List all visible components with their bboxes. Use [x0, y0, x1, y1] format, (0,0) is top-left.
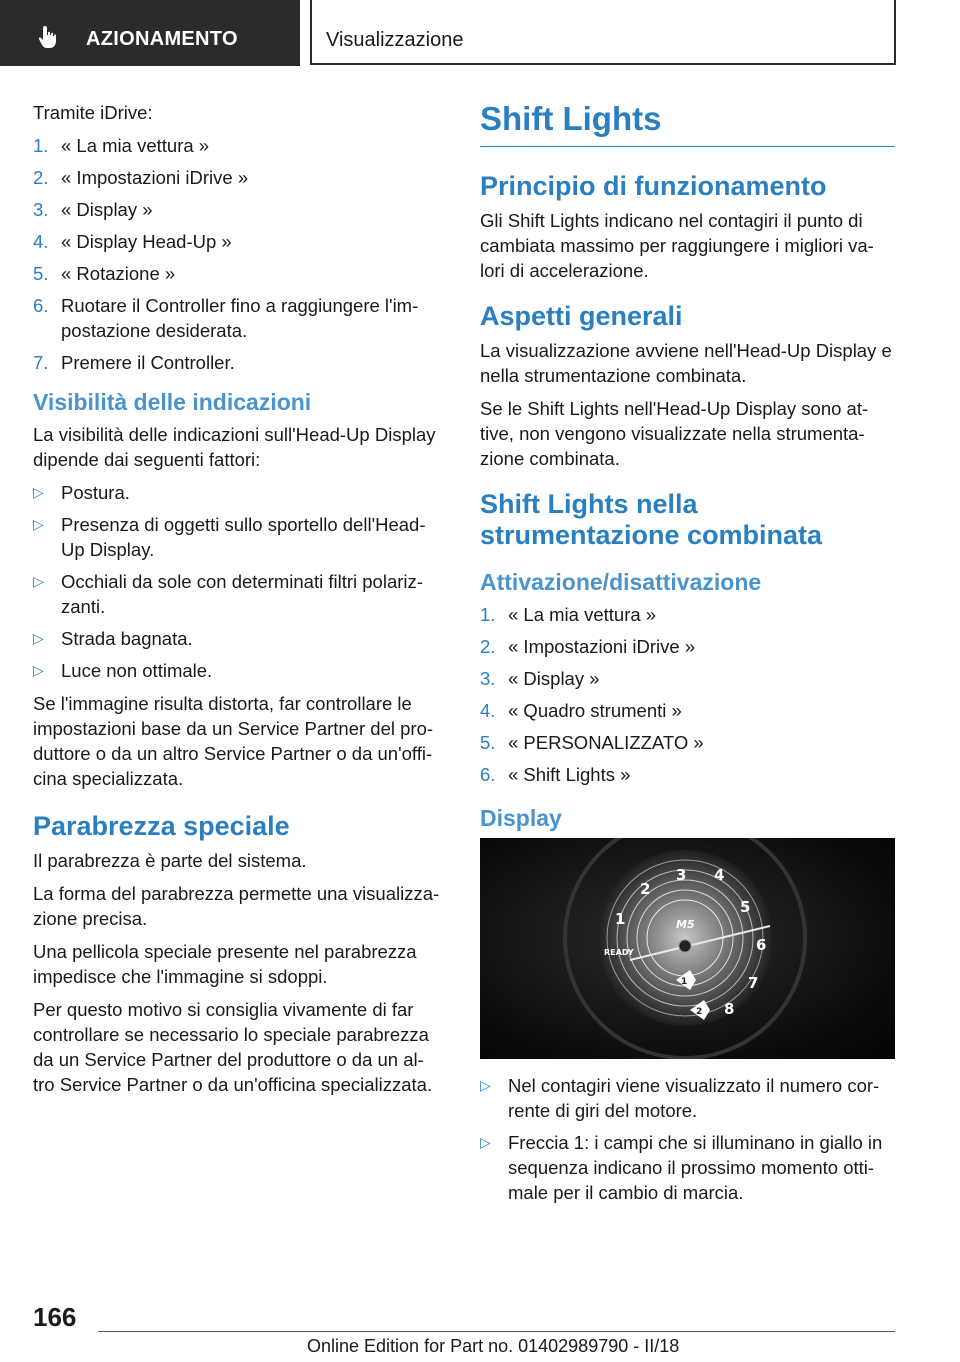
list-item: ▷ Strada bagnata. — [33, 628, 193, 649]
right-column — [480, 100, 895, 1213]
ready-label: READY — [604, 948, 634, 957]
chapter-title: Visualizzazione — [326, 29, 464, 51]
list-item: 3. « Display » — [480, 668, 600, 689]
list-item: 4. « Quadro strumenti » — [480, 700, 682, 721]
general-p2: Se le Shift Lights nell'Head-Up Display sono at-tive, non vengono visualizzate nella strumenta-zione combinata. — [480, 398, 869, 469]
m5-badge: M5 — [676, 918, 695, 931]
triangle-bullet-icon: ▷ — [480, 1077, 491, 1093]
windshield-p2: La forma del parabrezza permette una visualizza-zione precisa. — [33, 883, 440, 929]
triangle-bullet-icon: ▷ — [480, 1134, 491, 1150]
windshield-p1: Il parabrezza è parte del sistema. — [33, 850, 307, 871]
windshield-heading: Parabrezza speciale — [33, 811, 290, 841]
list-item: 5. « Rotazione » — [33, 263, 176, 284]
edition-footer: Online Edition for Part no. 01402989790 - II/18 — [307, 1336, 680, 1356]
list-item: ▷ Presenza di oggetti sullo sportello dell'Head-Up Display. — [33, 514, 426, 560]
list-item: 6. « Shift Lights » — [480, 764, 631, 785]
triangle-bullet-icon: ▷ — [33, 573, 44, 589]
visibility-text: La visibilità delle indicazioni sull'Head-Up Display dipende dai seguenti fattori: — [33, 424, 436, 470]
list-item: ▷ Occhiali da sole con determinati filtri polariz-zanti. — [33, 571, 423, 617]
gauge-number: 4 — [714, 866, 725, 884]
windshield-p4: Per questo motivo si consiglia vivamente di far controllare se necessario lo speciale parabrezza da un Service Partner del produttore o da un al-tro Service Partner o da un'officina specializzata. — [33, 999, 433, 1095]
visibility-heading: Visibilità delle indicazioni — [33, 389, 312, 415]
activation-steps — [480, 602, 895, 787]
list-item: 5. « PERSONALIZZATO » — [480, 732, 704, 753]
list-item: 2. « Impostazioni iDrive » — [33, 167, 249, 188]
list-item: 2. « Impostazioni iDrive » — [480, 636, 696, 657]
windshield-p3: Una pellicola speciale presente nel parabrezza impedisce che l'immagine si sdoppi. — [33, 941, 417, 987]
gauge-number: 1 — [615, 910, 626, 928]
page-number: 166 — [33, 1302, 77, 1332]
footer-divider — [98, 1331, 895, 1332]
section-title: AZIONAMENTO — [86, 28, 238, 50]
cluster-heading: Shift Lights nella strumentazione combinata — [480, 489, 823, 550]
page-header — [0, 0, 960, 66]
triangle-bullet-icon: ▷ — [33, 484, 44, 500]
principle-text: Gli Shift Lights indicano nel contagiri il punto di cambiata massimo per raggiungere i migliori va-lori di accelerazione. — [480, 210, 874, 281]
gauge-number: 6 — [756, 936, 767, 954]
list-item: 3. « Display » — [33, 199, 153, 220]
display-heading: Display — [480, 805, 562, 831]
general-heading: Aspetti generali — [480, 301, 683, 331]
general-p1: La visualizzazione avviene nell'Head-Up Display e nella strumentazione combinata. — [480, 340, 892, 386]
gauge-number: 2 — [640, 880, 651, 898]
list-item: ▷ Postura. — [33, 482, 130, 503]
list-item: 7. Premere il Controller. — [33, 352, 235, 373]
principle-heading: Principio di funzionamento — [480, 171, 827, 201]
list-item: ▷ Freccia 1: i campi che si illuminano in giallo in sequenza indicano il prossimo momento otti-male per il cambio di marcia. — [480, 1132, 883, 1203]
list-item: 4. « Display Head-Up » — [33, 231, 232, 252]
display-bullets — [480, 1073, 895, 1205]
gauge-number: 5 — [740, 898, 751, 916]
idrive-intro: Tramite iDrive: — [33, 102, 153, 123]
activation-heading: Attivazione/disattivazione — [480, 569, 762, 595]
triangle-bullet-icon: ▷ — [33, 516, 44, 532]
tachometer-image — [480, 838, 895, 1059]
list-item: 6. Ruotare il Controller fino a raggiungere l'im-postazione desiderata. — [33, 295, 419, 341]
svg-text:2: 2 — [696, 1007, 703, 1017]
section-tab — [0, 0, 300, 66]
list-item: 1. « La mia vettura » — [480, 604, 657, 625]
triangle-bullet-icon: ▷ — [33, 662, 44, 678]
gauge-number: 7 — [748, 974, 759, 992]
svg-text:1: 1 — [681, 977, 688, 987]
left-column — [33, 100, 443, 1105]
list-item: ▷ Luce non ottimale. — [33, 660, 213, 681]
idrive-steps — [33, 133, 443, 375]
page-title: Shift Lights — [480, 100, 895, 147]
triangle-bullet-icon: ▷ — [33, 630, 44, 646]
list-item: ▷ Nel contagiri viene visualizzato il numero cor-rente di giri del motore. — [480, 1075, 880, 1121]
list-item: 1. « La mia vettura » — [33, 135, 210, 156]
hand-pointer-icon — [36, 24, 62, 50]
visibility-factors — [33, 480, 443, 683]
distortion-text: Se l'immagine risulta distorta, far controllare le impostazioni base da un Service Partner del pro-duttore o da un altro Service Partner o da un'offi-cina specializzata. — [33, 693, 434, 789]
gauge-number: 8 — [724, 1000, 735, 1018]
gauge-number: 3 — [676, 866, 687, 884]
chapter-box — [310, 0, 896, 65]
